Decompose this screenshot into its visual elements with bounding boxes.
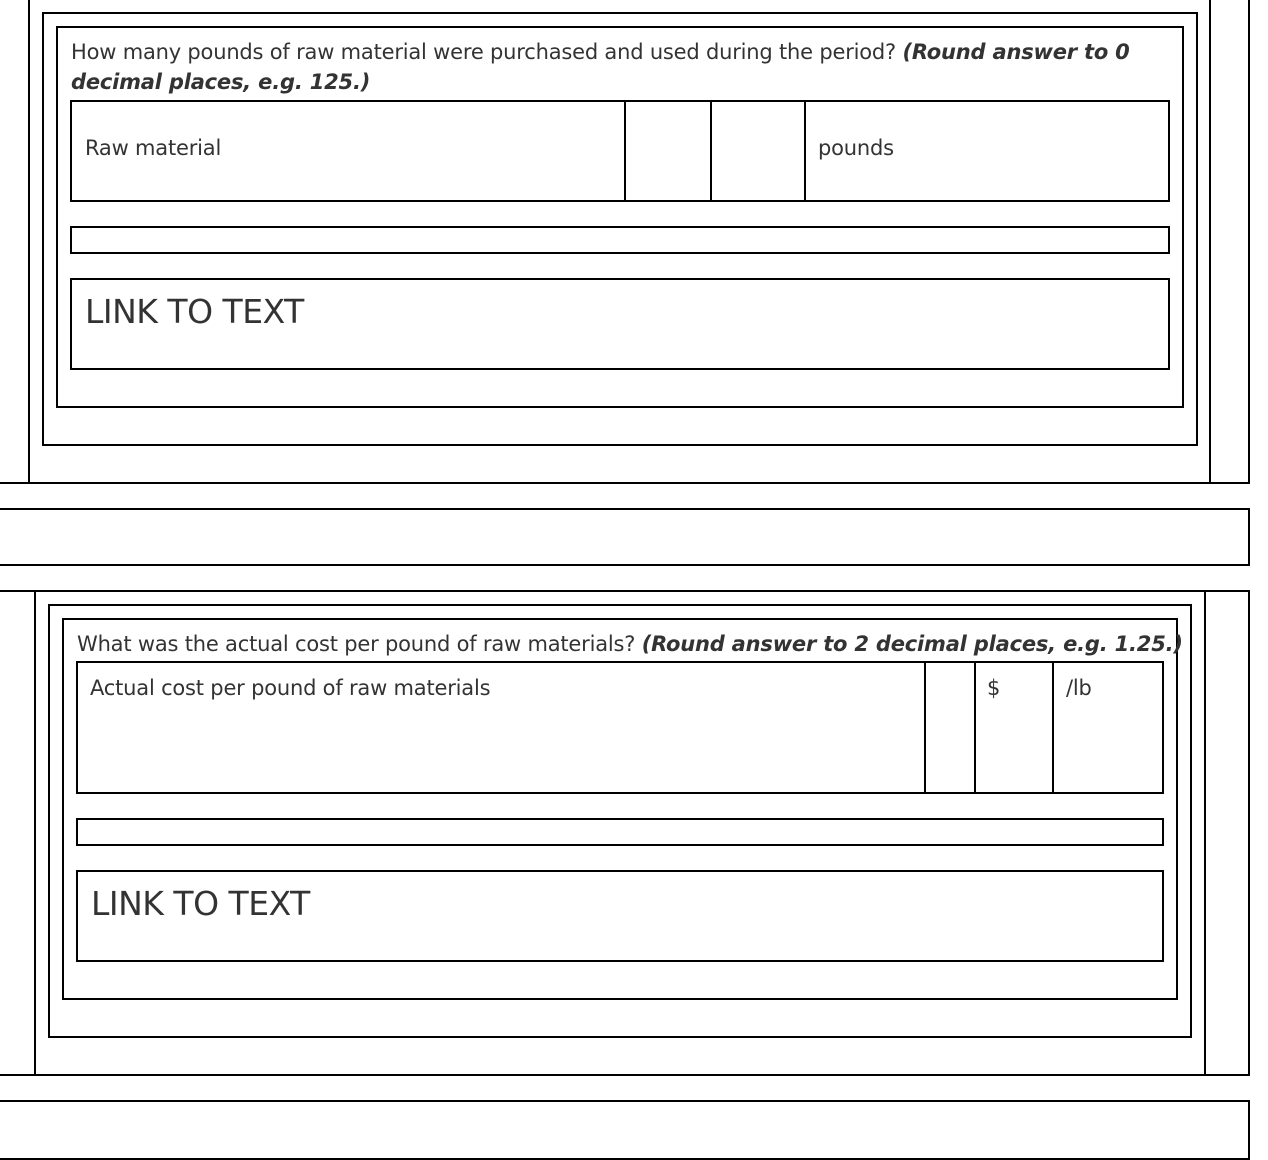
question-1-hint-line2: decimal places, e.g. 125.): [71, 70, 371, 94]
question-1-left-column-divider: [28, 0, 30, 483]
question-1-row-label: Raw material: [85, 136, 222, 160]
question-1-prompt: How many pounds of raw material were purchased and used during the period?: [71, 40, 903, 64]
question-2-currency-symbol: $: [987, 676, 1001, 700]
question-1-link-to-text[interactable]: LINK TO TEXT: [85, 292, 304, 331]
question-1-table-divider-1: [624, 100, 626, 202]
question-1-answer-table: [70, 100, 1170, 202]
question-2-hint: (Round answer to 2 decimal places, e.g. 1.25.): [641, 632, 1183, 656]
question-2-table-divider-1: [924, 661, 926, 794]
question-2-left-column-divider: [34, 590, 36, 1076]
question-2-row-label: Actual cost per pound of raw materials: [90, 676, 491, 700]
next-section-box: [0, 1100, 1250, 1160]
question-1-right-column-divider: [1209, 0, 1211, 483]
question-1-hint-line1: (Round answer to 0: [902, 40, 1130, 64]
question-1-table-divider-3: [804, 100, 806, 202]
question-2-right-column-divider: [1204, 590, 1206, 1076]
question-1-unit-label: pounds: [818, 136, 894, 160]
question-2-unit-label: /lb: [1066, 676, 1092, 700]
question-2-link-to-text[interactable]: LINK TO TEXT: [91, 884, 310, 923]
question-1-text: [71, 37, 1166, 97]
question-2-feedback-bar: [76, 818, 1164, 846]
question-2-table-divider-3: [1052, 661, 1054, 794]
question-2-prompt: What was the actual cost per pound of raw materials?: [77, 632, 642, 656]
question-1-feedback-bar: [70, 226, 1170, 254]
question-1-answer-input[interactable]: [712, 102, 804, 200]
question-2-answer-input[interactable]: [976, 663, 1052, 792]
question-2-text: [77, 629, 1183, 659]
section-separator-box: [0, 508, 1250, 566]
